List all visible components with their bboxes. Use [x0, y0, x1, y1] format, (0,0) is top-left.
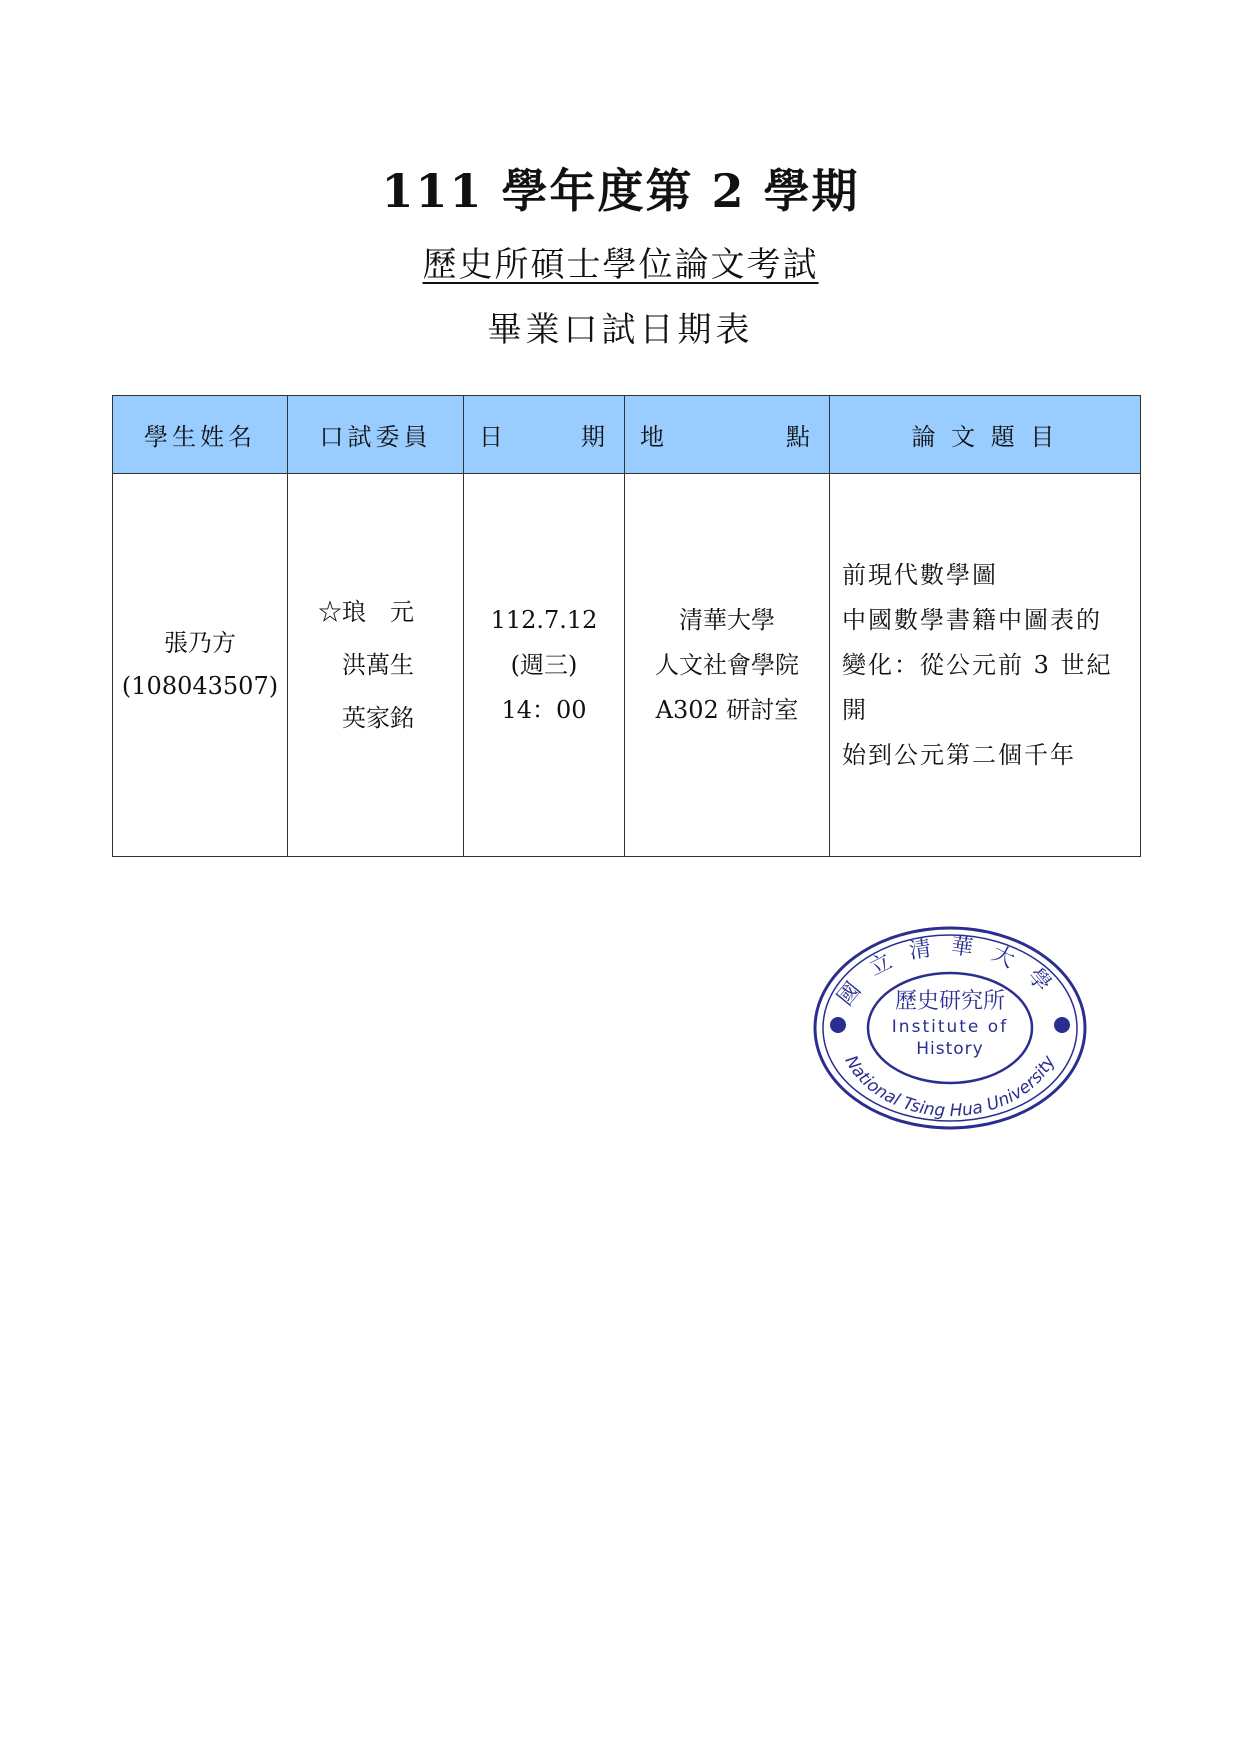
location-line-2: 人文社會學院 — [655, 650, 799, 679]
seal-inner-en-2: History — [916, 1039, 984, 1059]
seal-top-text: 國立清華大學 — [832, 933, 1068, 1011]
header-location — [625, 396, 830, 474]
cell-student — [113, 474, 288, 857]
seal-inner-en-1: Institute of — [891, 1017, 1009, 1037]
header-location-a: 地 — [640, 423, 668, 451]
header-location-b: 點 — [786, 423, 814, 451]
plum-flower-left-icon — [830, 1017, 846, 1033]
seal-inner-cn: 歷史研究所 — [894, 989, 1006, 1014]
institute-seal — [805, 920, 1095, 1135]
exam-weekday: (週三) — [510, 650, 578, 679]
header-date — [464, 396, 625, 474]
subtitle-text: 歷史所碩士學位論文考試 — [422, 245, 819, 285]
page-subtitle-2: 畢業口試日期表 — [487, 310, 754, 350]
header-student: 學生姓名 — [113, 396, 288, 474]
thesis-line-2: 中國數學書籍中圖表的 — [842, 605, 1102, 634]
location-line-3: A302 研討室 — [655, 695, 799, 724]
plum-flower-right-icon — [1054, 1017, 1070, 1033]
cell-location — [625, 474, 830, 857]
header-date-a: 日 — [479, 423, 507, 451]
exam-time: 14：00 — [501, 695, 587, 724]
committee-member-3: 英家銘 — [318, 703, 414, 732]
header-thesis: 論 文 題 目 — [830, 396, 1141, 474]
exam-date: 112.7.12 — [490, 605, 598, 634]
header-date-b: 期 — [581, 423, 609, 451]
cell-date — [464, 474, 625, 857]
student-id: (108043507) — [121, 672, 279, 700]
student-name: 張乃方 — [164, 629, 236, 657]
committee-member-2: 洪萬生 — [318, 650, 414, 679]
cell-thesis — [830, 474, 1141, 857]
schedule-table — [112, 395, 1141, 857]
thesis-line-1: 前現代數學圖 — [842, 560, 998, 589]
seal-bottom-text: National Tsing Hua University — [840, 1052, 1060, 1122]
thesis-line-4: 始到公元第二個千年 — [842, 740, 1076, 769]
header-committee: 口試委員 — [288, 396, 464, 474]
page-subtitle — [0, 237, 1241, 286]
committee-member-1: ☆琅 元 — [318, 597, 414, 626]
thesis-line-3: 變化：從公元前 3 世紀開 — [842, 650, 1113, 724]
page-title: 111 學年度第 2 學期 — [381, 164, 860, 218]
table-row — [113, 474, 1141, 857]
location-line-1: 清華大學 — [679, 605, 775, 634]
seal-graphic — [805, 920, 1095, 1135]
table-header-row — [113, 396, 1141, 474]
cell-committee — [288, 474, 464, 857]
